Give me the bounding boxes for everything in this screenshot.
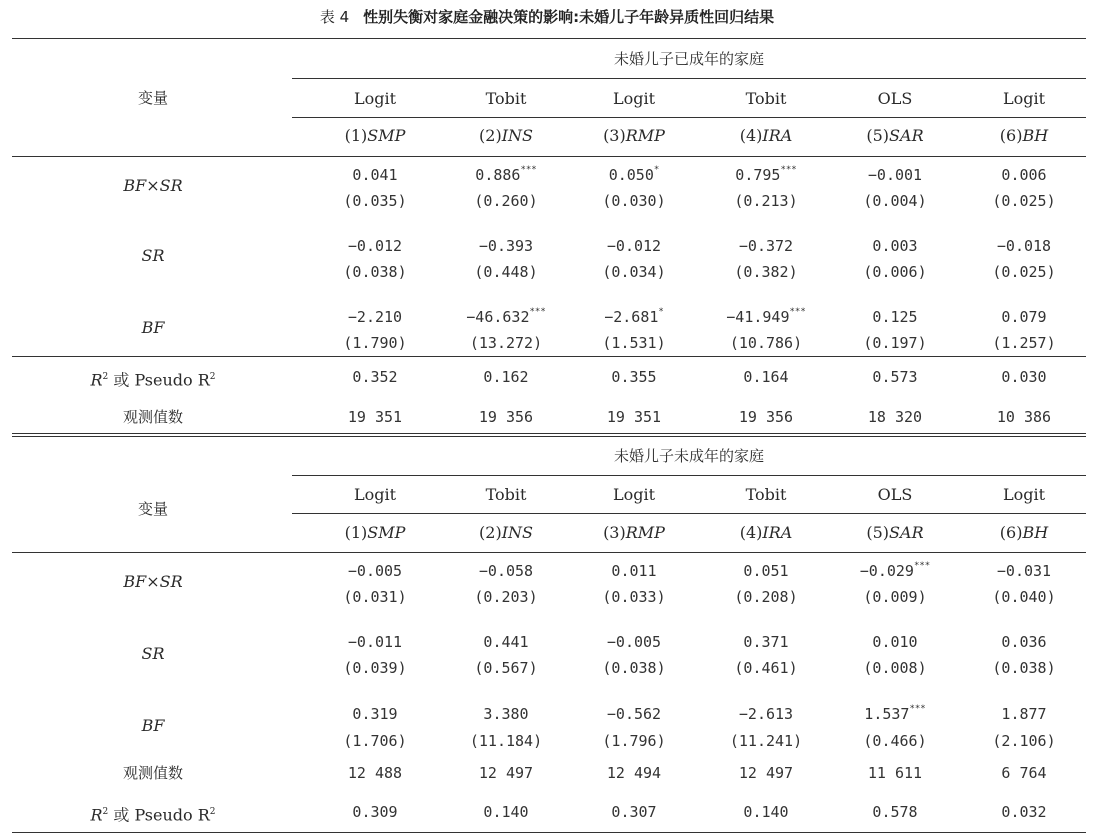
footer-value: 19 351 [347, 408, 403, 426]
coefficient [860, 559, 930, 580]
variable-header: 变量 [137, 500, 169, 518]
footer-value: 0.355 [611, 368, 657, 386]
variable-header: 变量 [137, 89, 169, 107]
footer-rule [12, 356, 1086, 357]
standard-error: (0.004) [863, 192, 927, 210]
standard-error: (1.790) [343, 334, 407, 352]
pseudo-r-text: 或 Pseudo R [108, 805, 210, 825]
footer-value: 0.030 [1001, 368, 1047, 386]
column-variable: RMP [625, 126, 665, 145]
coefficient-value: −0.372 [738, 237, 794, 255]
column-method: Tobit [745, 89, 787, 108]
footer-value: 11 611 [867, 764, 923, 782]
panel-separator-rule-2 [12, 436, 1086, 437]
panel-separator-rule-1 [12, 433, 1086, 434]
r-squared-exponent: 2 [102, 807, 109, 817]
column-method: Logit [1002, 485, 1046, 504]
coefficient-value: −2.681 [604, 308, 659, 326]
column-code [740, 524, 793, 542]
column-method: Logit [353, 89, 397, 108]
coefficient [872, 630, 917, 651]
column-variable: SAR [889, 523, 924, 542]
coefficient-value: 1.537 [864, 705, 910, 723]
standard-error: (0.025) [992, 263, 1056, 281]
column-number: (1) [344, 523, 368, 542]
standard-error: (0.035) [343, 192, 407, 210]
coefficient-value: −41.949 [726, 308, 790, 326]
coefficient [609, 163, 660, 184]
coefficient [607, 234, 661, 255]
column-variable: RMP [625, 523, 665, 542]
significance-stars: *** [913, 561, 931, 571]
footer-value: 0.578 [872, 803, 918, 821]
table-number: 表 4 [319, 8, 350, 26]
coefficient [868, 163, 922, 184]
coefficient [483, 702, 528, 723]
footer-value: 12 494 [606, 764, 662, 782]
standard-error: (1.796) [602, 732, 666, 750]
coefficient [739, 234, 793, 255]
footer-value: 6 764 [1001, 764, 1047, 782]
coefficient [1001, 702, 1046, 723]
standard-error: (10.786) [729, 334, 803, 352]
coefficient-value: 0.079 [1001, 308, 1047, 326]
significance-stars: *** [909, 704, 926, 714]
standard-error: (0.203) [474, 588, 538, 606]
coefficient-value: −0.562 [606, 705, 662, 723]
standard-error: (11.241) [729, 732, 803, 750]
column-number: (1) [344, 126, 368, 145]
table-title: 性别失衡对家庭金融决策的影响:未婚儿子年龄异质性回归结果 [363, 8, 775, 26]
coefficient [997, 234, 1051, 255]
standard-error: (0.213) [734, 192, 798, 210]
standard-error: (0.031) [343, 588, 407, 606]
pseudo-r-text: 或 Pseudo R [108, 370, 210, 390]
footer-value: 0.164 [743, 368, 789, 386]
standard-error: (0.006) [863, 263, 927, 281]
group-label: 未婚儿子未成年的家庭 [613, 447, 765, 465]
coefficient-value: 0.795 [735, 166, 781, 184]
header-rule [12, 156, 1086, 157]
column-code [345, 127, 406, 145]
column-number: (6) [999, 523, 1023, 542]
coefficient [726, 305, 805, 326]
footer-label: 观测值数 [122, 764, 184, 782]
top-rule [12, 38, 1086, 39]
coefficient [872, 234, 917, 255]
bottom-rule [12, 832, 1086, 833]
group-underline [292, 475, 1086, 476]
coefficient-value: −0.393 [478, 237, 534, 255]
column-number: (4) [739, 126, 763, 145]
standard-error: (0.466) [863, 732, 927, 750]
coefficient [352, 702, 397, 723]
standard-error: (0.039) [343, 659, 407, 677]
pseudo-r-squared-exponent: 2 [209, 807, 216, 817]
footer-value: 0.309 [352, 803, 398, 821]
footer-label [90, 368, 215, 389]
column-method: OLS [877, 485, 913, 504]
coefficient-value: −46.632 [466, 308, 530, 326]
footer-label: 观测值数 [122, 408, 184, 426]
footer-value: 12 497 [738, 764, 794, 782]
significance-stars: * [658, 307, 664, 317]
variable-name: SR [141, 644, 165, 663]
footer-value: 0.032 [1001, 803, 1047, 821]
r-squared-exponent: 2 [102, 372, 109, 382]
variable-name: BF [141, 716, 165, 735]
standard-error: (0.030) [602, 192, 666, 210]
standard-error: (0.448) [474, 263, 538, 281]
column-variable: BH [1022, 523, 1049, 542]
coefficient-value: 0.041 [352, 166, 398, 184]
standard-error: (0.033) [602, 588, 666, 606]
coefficient [479, 234, 533, 255]
column-method: Tobit [485, 485, 527, 504]
standard-error: (0.009) [863, 588, 927, 606]
standard-error: (0.197) [863, 334, 927, 352]
column-variable: INS [501, 126, 533, 145]
coefficient-value: 0.003 [872, 237, 918, 255]
coefficient-value: −0.029 [859, 562, 914, 580]
column-code [866, 127, 923, 145]
coefficient-value: 0.371 [743, 633, 789, 651]
coefficient-value: 0.125 [872, 308, 918, 326]
standard-error: (0.025) [992, 192, 1056, 210]
coefficient [739, 702, 793, 723]
method-underline [292, 513, 1086, 514]
significance-stars: *** [789, 307, 806, 317]
coefficient [743, 559, 788, 580]
standard-error: (1.257) [992, 334, 1056, 352]
coefficient-value: 0.011 [611, 562, 657, 580]
standard-error: (1.706) [343, 732, 407, 750]
coefficient-value: 0.036 [1001, 633, 1047, 651]
column-code [345, 524, 406, 542]
column-number: (5) [866, 126, 890, 145]
column-code [603, 524, 665, 542]
column-number: (2) [479, 523, 502, 542]
column-code [740, 127, 793, 145]
column-variable: IRA [762, 126, 793, 145]
coefficient-value: −0.058 [478, 562, 534, 580]
coefficient [611, 559, 656, 580]
footer-value: 12 488 [347, 764, 403, 782]
variable-name: BF×SR [123, 572, 183, 591]
column-number: (2) [479, 126, 502, 145]
standard-error: (11.184) [469, 732, 543, 750]
footer-value: 19 356 [738, 408, 794, 426]
coefficient-value: 0.319 [352, 705, 398, 723]
coefficient-value: −0.018 [996, 237, 1052, 255]
footer-label [90, 803, 215, 824]
footer-value: 18 320 [867, 408, 923, 426]
coefficient-value: 0.006 [1001, 166, 1047, 184]
footer-value: 0.140 [743, 803, 789, 821]
column-variable: BH [1022, 126, 1049, 145]
coefficient [1001, 305, 1046, 326]
footer-value: 0.573 [872, 368, 918, 386]
coefficient-value: −0.012 [347, 237, 403, 255]
column-code [1000, 524, 1048, 542]
significance-stars: *** [780, 165, 797, 175]
coefficient-value: 0.051 [743, 562, 789, 580]
column-code [479, 524, 533, 542]
column-code [603, 127, 665, 145]
r-symbol: R [90, 370, 103, 390]
footer-value: 19 351 [606, 408, 662, 426]
coefficient-value: 0.050 [608, 166, 654, 184]
column-variable: SAR [889, 126, 924, 145]
coefficient-value: −0.011 [347, 633, 403, 651]
standard-error: (0.038) [602, 659, 666, 677]
standard-error: (0.208) [734, 588, 798, 606]
coefficient [735, 163, 796, 184]
column-method: Logit [612, 89, 656, 108]
significance-stars: * [653, 165, 660, 175]
coefficient [1001, 630, 1046, 651]
standard-error: (0.038) [343, 263, 407, 281]
coefficient [483, 630, 528, 651]
coefficient-value: −0.012 [606, 237, 662, 255]
coefficient [1001, 163, 1046, 184]
column-code [1000, 127, 1048, 145]
coefficient [348, 559, 402, 580]
coefficient [604, 305, 664, 326]
column-number: (4) [739, 523, 763, 542]
coefficient-value: 0.886 [475, 166, 521, 184]
column-number: (3) [603, 126, 626, 145]
standard-error: (0.260) [474, 192, 538, 210]
coefficient [997, 559, 1051, 580]
coefficient [348, 234, 402, 255]
column-method: Tobit [745, 485, 787, 504]
column-variable: SMP [367, 126, 406, 145]
significance-stars: *** [520, 165, 537, 175]
coefficient-value: −0.005 [347, 562, 403, 580]
footer-value: 19 356 [478, 408, 534, 426]
coefficient-value: −0.031 [996, 562, 1052, 580]
column-number: (5) [866, 523, 890, 542]
coefficient [466, 305, 545, 326]
footer-value: 0.162 [483, 368, 529, 386]
coefficient [348, 305, 402, 326]
significance-stars: *** [529, 307, 546, 317]
table-caption [0, 6, 1094, 27]
column-variable: SMP [367, 523, 406, 542]
standard-error: (0.034) [602, 263, 666, 281]
coefficient [607, 630, 661, 651]
column-method: Logit [612, 485, 656, 504]
coefficient-value: −2.613 [738, 705, 794, 723]
column-number: (3) [603, 523, 626, 542]
standard-error: (0.461) [734, 659, 798, 677]
column-method: Logit [1002, 89, 1046, 108]
coefficient [743, 630, 788, 651]
column-method: OLS [877, 89, 913, 108]
coefficient-value: 0.441 [483, 633, 529, 651]
coefficient [348, 630, 402, 651]
coefficient [352, 163, 397, 184]
standard-error: (2.106) [992, 732, 1056, 750]
header-rule [12, 552, 1086, 553]
column-method: Logit [353, 485, 397, 504]
footer-value: 0.352 [352, 368, 398, 386]
method-underline [292, 117, 1086, 118]
group-underline [292, 78, 1086, 79]
coefficient-value: 1.877 [1001, 705, 1047, 723]
standard-error: (0.038) [992, 659, 1056, 677]
column-number: (6) [999, 126, 1023, 145]
standard-error: (13.272) [469, 334, 543, 352]
column-variable: INS [501, 523, 533, 542]
group-label: 未婚儿子已成年的家庭 [613, 50, 765, 68]
footer-value: 0.307 [611, 803, 657, 821]
footer-value: 0.140 [483, 803, 529, 821]
standard-error: (0.382) [734, 263, 798, 281]
standard-error: (0.040) [992, 588, 1056, 606]
coefficient-value: −0.001 [867, 166, 923, 184]
r-symbol: R [90, 805, 103, 825]
variable-name: BF [141, 318, 165, 337]
coefficient [872, 305, 917, 326]
column-code [866, 524, 923, 542]
coefficient [607, 702, 661, 723]
pseudo-r-squared-exponent: 2 [209, 372, 216, 382]
coefficient-value: 0.010 [872, 633, 918, 651]
standard-error: (1.531) [602, 334, 666, 352]
coefficient-value: −0.005 [606, 633, 662, 651]
footer-value: 10 386 [996, 408, 1052, 426]
footer-value: 12 497 [478, 764, 534, 782]
coefficient-value: 3.380 [483, 705, 529, 723]
variable-name: BF×SR [123, 176, 183, 195]
coefficient [864, 702, 925, 723]
standard-error: (0.008) [863, 659, 927, 677]
column-method: Tobit [485, 89, 527, 108]
column-variable: IRA [762, 523, 793, 542]
variable-name: SR [141, 246, 165, 265]
coefficient-value: −2.210 [347, 308, 403, 326]
coefficient [475, 163, 536, 184]
column-code [479, 127, 533, 145]
standard-error: (0.567) [474, 659, 538, 677]
coefficient [479, 559, 533, 580]
